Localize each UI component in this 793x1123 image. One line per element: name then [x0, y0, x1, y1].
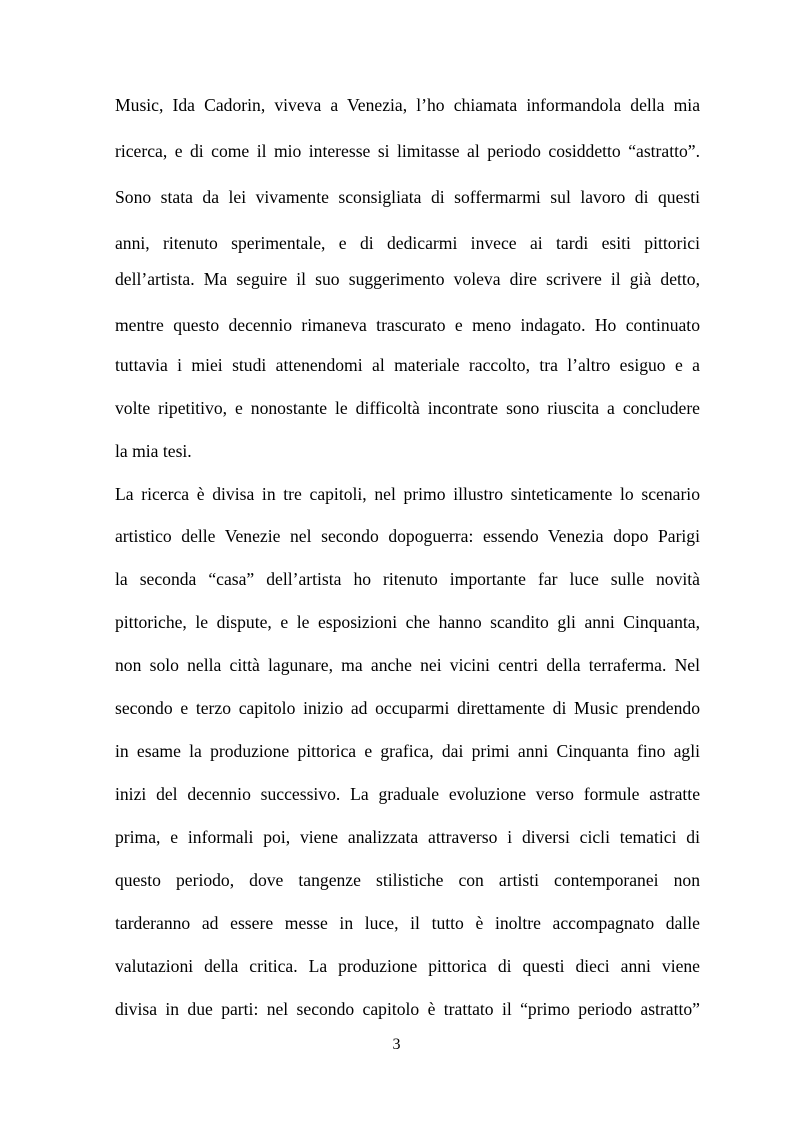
text-line: tuttavia i miei studi attenendomi al materiale raccolto, tra l’altro esiguo e a	[115, 355, 700, 375]
text-line: la seconda “casa” dell’artista ho ritenuto importante far luce sulle novità	[115, 569, 700, 589]
text-line: valutazioni della critica. La produzione pittorica di questi dieci anni viene	[115, 956, 700, 976]
text-line: tarderanno ad essere messe in luce, il tutto è inoltre accompagnato dalle	[115, 913, 700, 933]
text-line: volte ripetitivo, e nonostante le difficoltà incontrate sono riuscita a concludere	[115, 398, 700, 418]
text-line: anni, ritenuto sperimentale, e di dedicarmi invece ai tardi esiti pittorici	[115, 233, 700, 253]
text-line: la mia tesi.	[115, 441, 192, 461]
text-line: Sono stata da lei vivamente sconsigliata di soffermarmi sul lavoro di questi	[115, 187, 700, 207]
text-line: secondo e terzo capitolo inizio ad occuparmi direttamente di Music prendendo	[115, 698, 700, 718]
text-line: prima, e informali poi, viene analizzata attraverso i diversi cicli tematici di	[115, 827, 700, 847]
text-line: mentre questo decennio rimaneva trascurato e meno indagato. Ho continuato	[115, 315, 700, 335]
text-line: in esame la produzione pittorica e grafica, dai primi anni Cinquanta fino agli	[115, 741, 700, 761]
text-line: inizi del decennio successivo. La graduale evoluzione verso formule astratte	[115, 784, 700, 804]
text-line: divisa in due parti: nel secondo capitolo è trattato il “primo periodo astratto”	[115, 999, 700, 1019]
text-line: ricerca, e di come il mio interesse si limitasse al periodo cosiddetto “astratto”.	[115, 141, 700, 161]
text-line: artistico delle Venezie nel secondo dopoguerra: essendo Venezia dopo Parigi	[115, 526, 700, 546]
text-line: dell’artista. Ma seguire il suo suggerimento voleva dire scrivere il già detto,	[115, 269, 700, 289]
text-line: questo periodo, dove tangenze stilistiche con artisti contemporanei non	[115, 870, 700, 890]
text-line: pittoriche, le dispute, e le esposizioni che hanno scandito gli anni Cinquanta,	[115, 612, 700, 632]
text-line: La ricerca è divisa in tre capitoli, nel primo illustro sinteticamente lo scenario	[115, 484, 700, 504]
text-line: non solo nella città lagunare, ma anche nei vicini centri della terraferma. Nel	[115, 655, 700, 675]
page-number: 3	[392, 1036, 401, 1053]
text-line: Music, Ida Cadorin, viveva a Venezia, l’ho chiamata informandola della mia	[115, 95, 700, 115]
